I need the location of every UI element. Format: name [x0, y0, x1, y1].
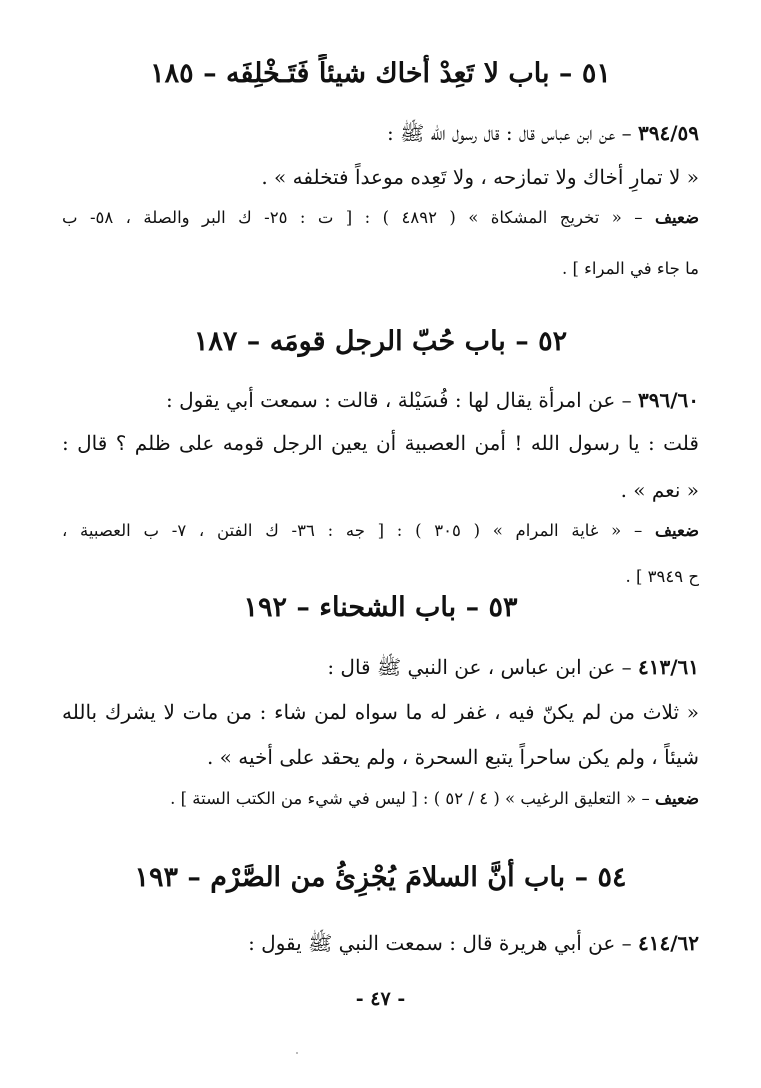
hadith-line: « نعم » .: [620, 478, 699, 502]
note-text: – « تخريج المشكاة » ( ٤٨٩٢ ) : [ ت : ٢٥- ك البر والصلة ، ٥٨- ب: [62, 208, 655, 227]
scan-speck: [296, 1052, 298, 1054]
takhrij-note: [62, 205, 699, 231]
chapter-heading-52: ٥٢ – باب حُبّ الرجل قومَه – ١٨٧: [193, 326, 568, 357]
hadith-number: ٣٩٤/٥٩: [637, 121, 699, 145]
hadith-line: قلت : يا رسول الله ! أمن العصبية أن يعين الرجل قومه على ظلم ؟ قال :: [62, 431, 699, 455]
hadith-number: ٣٩٦/٦٠: [637, 388, 699, 412]
takhrij-note: ح ٣٩٤٩ ] .: [625, 567, 699, 586]
chapter-heading-53: ٥٣ – باب الشحناء – ١٩٢: [243, 592, 518, 623]
hadith-text: – عن ابن عباس قال : قال رسول الله ﷺ :: [387, 121, 638, 145]
hadith-text: – عن امرأة يقال لها : فُسَيْلة ، قالت : سمعت أبي يقول :: [165, 388, 638, 412]
grade-label: ضعيف: [654, 789, 699, 808]
note-text: – « التعليق الرغيب » ( ٤ / ٥٢ ) : [ ليس في شيء من الكتب الستة ] .: [170, 789, 655, 808]
hadith-text: – عن أبي هريرة قال : سمعت النبي ﷺ يقول :: [248, 931, 638, 955]
chapter-heading-51: ٥١ – باب لا تَعِدْ أخاك شيئاً فَتَـخْلِفَه – ١٨٥: [150, 58, 611, 89]
hadith-line: [62, 118, 699, 148]
hadith-number: ٤١٤/٦٢: [637, 931, 699, 955]
hadith-line: شيئاً ، ولم يكن ساحراً يتبع السحرة ، ولم يحقد على أخيه » .: [206, 745, 699, 769]
takhrij-note: ما جاء في المراء ] .: [562, 259, 699, 278]
takhrij-note: [62, 518, 699, 544]
hadith-number: ٤١٣/٦١: [637, 655, 699, 679]
hadith-text: – عن ابن عباس ، عن النبي ﷺ قال :: [327, 655, 638, 679]
note-text: – « غاية المرام » ( ٣٠٥ ) : [ جه : ٣٦- ك الفتن ، ٧- ب العصبية ،: [62, 521, 655, 540]
hadith-line: [62, 652, 699, 682]
takhrij-note: [62, 786, 699, 812]
grade-label: ضعيف: [654, 208, 699, 227]
chapter-heading-54: ٥٤ – باب أنَّ السلامَ يُجْزِئُ من الصَّرْم – ١٩٣: [134, 862, 627, 893]
grade-label: ضعيف: [654, 521, 699, 540]
hadith-line: [62, 928, 699, 958]
hadith-line: [62, 385, 699, 415]
page-number: - ٤٧ -: [355, 988, 406, 1010]
hadith-line: « ثلاث من لم يكنّ فيه ، غفر له ما سواه لمن شاء : من مات لا يشرك بالله: [62, 700, 699, 724]
hadith-line: « لا تمارِ أخاك ولا تمازحه ، ولا تَعِده موعداً فتخلفه » .: [261, 165, 699, 189]
